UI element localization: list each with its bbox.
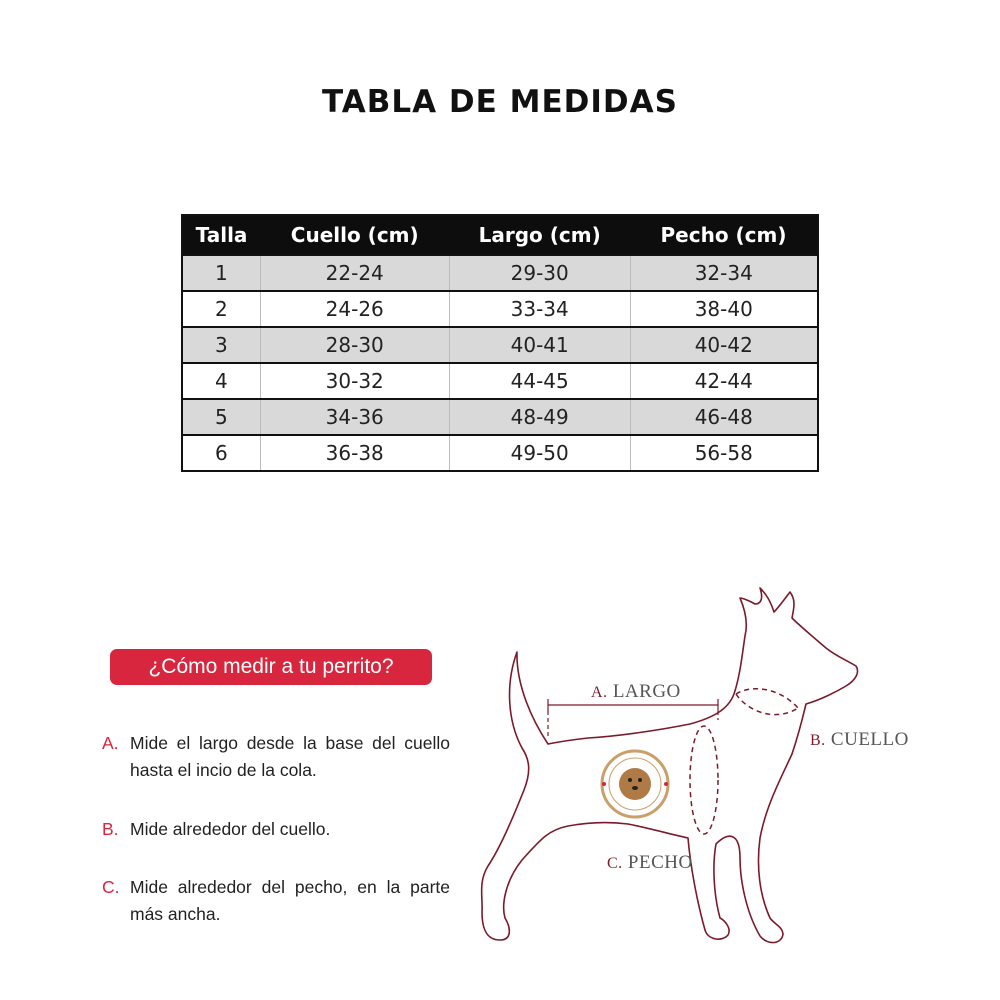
step-letter: B. <box>102 819 119 839</box>
cell-largo: 29-30 <box>449 255 630 291</box>
cell-talla: 1 <box>182 255 260 291</box>
cell-pecho: 40-42 <box>630 327 818 363</box>
cell-talla: 2 <box>182 291 260 327</box>
cell-cuello: 28-30 <box>260 327 449 363</box>
cell-pecho: 32-34 <box>630 255 818 291</box>
cell-pecho: 42-44 <box>630 363 818 399</box>
step-text: Mide alrededor del pecho, en la parte más ancha. <box>130 877 450 924</box>
header-cuello: Cuello (cm) <box>260 215 449 255</box>
step-text: Mide el largo desde la base del cuello hasta el incio de la cola. <box>130 733 450 780</box>
chest-measure-icon <box>690 726 718 834</box>
dog-outline-icon <box>482 588 858 943</box>
label-cuello: B. CUELLO <box>810 729 909 750</box>
step-letter: A. <box>102 733 119 753</box>
cell-talla: 3 <box>182 327 260 363</box>
header-talla: Talla <box>182 215 260 255</box>
cell-largo: 40-41 <box>449 327 630 363</box>
cell-cuello: 34-36 <box>260 399 449 435</box>
brand-logo <box>602 751 668 817</box>
neck-measure-icon <box>736 689 798 715</box>
cell-cuello: 36-38 <box>260 435 449 471</box>
cell-cuello: 22-24 <box>260 255 449 291</box>
header-largo: Largo (cm) <box>449 215 630 255</box>
cell-talla: 6 <box>182 435 260 471</box>
cell-largo: 33-34 <box>449 291 630 327</box>
header-pecho: Pecho (cm) <box>630 215 818 255</box>
cell-talla: 4 <box>182 363 260 399</box>
page-title: TABLA DE MEDIDAS <box>322 84 678 120</box>
cell-cuello: 24-26 <box>260 291 449 327</box>
step-letter: C. <box>102 877 120 897</box>
label-pecho: C. PECHO <box>607 852 693 873</box>
cell-pecho: 38-40 <box>630 291 818 327</box>
cell-largo: 48-49 <box>449 399 630 435</box>
how-to-measure-badge: ¿Cómo medir a tu perrito? <box>110 649 432 685</box>
cell-pecho: 56-58 <box>630 435 818 471</box>
label-largo: A. LARGO <box>591 681 681 702</box>
cell-talla: 5 <box>182 399 260 435</box>
cell-largo: 44-45 <box>449 363 630 399</box>
cell-pecho: 46-48 <box>630 399 818 435</box>
cell-cuello: 30-32 <box>260 363 449 399</box>
cell-largo: 49-50 <box>449 435 630 471</box>
step-text: Mide alrededor del cuello. <box>130 819 331 839</box>
